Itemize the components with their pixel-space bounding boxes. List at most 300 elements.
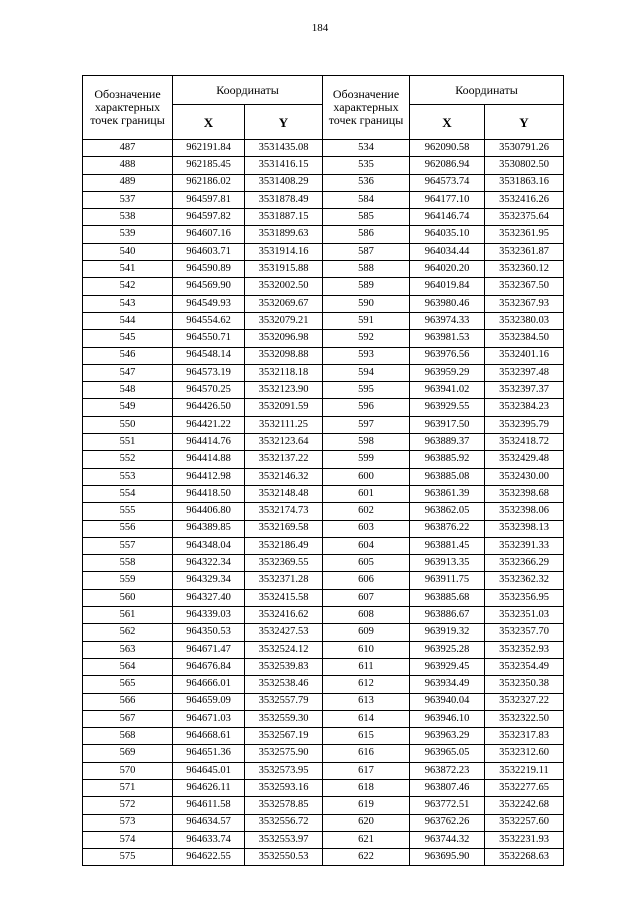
table-cell-y-value: 3532098.88 xyxy=(245,347,323,364)
table-cell-x-value: 964597.82 xyxy=(173,209,245,226)
table-cell-y-value: 3532538.46 xyxy=(245,676,323,693)
table-row xyxy=(83,468,564,485)
table-cell-x-value: 964671.03 xyxy=(173,710,245,727)
table-cell-point-id: 585 xyxy=(323,209,410,226)
table-row xyxy=(83,658,564,675)
table-cell-x-value: 964035.10 xyxy=(410,226,485,243)
table-cell-point-id: 540 xyxy=(83,243,173,260)
table-cell-x-value: 964573.19 xyxy=(173,364,245,381)
table-cell-point-id: 551 xyxy=(83,434,173,451)
table-row xyxy=(83,831,564,848)
table-cell-x-value: 963919.32 xyxy=(410,624,485,641)
table-cell-y-value: 3532401.16 xyxy=(485,347,564,364)
table-cell-x-value: 963807.46 xyxy=(410,779,485,796)
table-cell-y-value: 3532146.32 xyxy=(245,468,323,485)
table-row xyxy=(83,243,564,260)
table-cell-x-value: 963861.39 xyxy=(410,485,485,502)
table-row xyxy=(83,140,564,157)
table-cell-point-id: 620 xyxy=(323,814,410,831)
table-cell-y-value: 3532559.30 xyxy=(245,710,323,727)
table-cell-y-value: 3532524.12 xyxy=(245,641,323,658)
table-cell-point-id: 558 xyxy=(83,555,173,572)
page-number: 184 xyxy=(311,22,329,34)
table-cell-x-value: 962090.58 xyxy=(410,140,485,157)
table-cell-y-value: 3532398.06 xyxy=(485,503,564,520)
table-cell-x-value: 964406.80 xyxy=(173,503,245,520)
table-row xyxy=(83,710,564,727)
table-cell-y-value: 3532361.87 xyxy=(485,243,564,260)
table-cell-y-value: 3532384.23 xyxy=(485,399,564,416)
table-cell-y-value: 3532111.25 xyxy=(245,416,323,433)
table-cell-x-value: 963974.33 xyxy=(410,312,485,329)
table-row xyxy=(83,607,564,624)
table-cell-point-id: 599 xyxy=(323,451,410,468)
header-y-right: Y xyxy=(485,105,564,140)
table-cell-point-id: 542 xyxy=(83,278,173,295)
table-cell-y-value: 3532384.50 xyxy=(485,330,564,347)
table-cell-point-id: 565 xyxy=(83,676,173,693)
table-row xyxy=(83,261,564,278)
table-cell-x-value: 963876.22 xyxy=(410,520,485,537)
table-cell-x-value: 964414.88 xyxy=(173,451,245,468)
table-row xyxy=(83,330,564,347)
table-cell-y-value: 3532367.93 xyxy=(485,295,564,312)
table-cell-x-value: 964550.71 xyxy=(173,330,245,347)
table-cell-x-value: 963963.29 xyxy=(410,728,485,745)
table-cell-y-value: 3532578.85 xyxy=(245,797,323,814)
table-cell-point-id: 616 xyxy=(323,745,410,762)
table-cell-x-value: 963872.23 xyxy=(410,762,485,779)
table-cell-x-value: 964676.84 xyxy=(173,658,245,675)
table-cell-point-id: 570 xyxy=(83,762,173,779)
table-cell-y-value: 3532416.62 xyxy=(245,607,323,624)
table-cell-x-value: 964548.14 xyxy=(173,347,245,364)
table-cell-x-value: 963981.53 xyxy=(410,330,485,347)
table-cell-point-id: 567 xyxy=(83,710,173,727)
table-cell-point-id: 544 xyxy=(83,312,173,329)
table-row xyxy=(83,589,564,606)
table-cell-y-value: 3532148.48 xyxy=(245,485,323,502)
table-cell-x-value: 963913.35 xyxy=(410,555,485,572)
table-cell-y-value: 3531863.16 xyxy=(485,174,564,191)
table-cell-x-value: 964329.34 xyxy=(173,572,245,589)
coordinates-table xyxy=(82,75,564,866)
table-cell-point-id: 602 xyxy=(323,503,410,520)
table-cell-y-value: 3532430.00 xyxy=(485,468,564,485)
table-cell-y-value: 3532380.03 xyxy=(485,312,564,329)
table-cell-point-id: 569 xyxy=(83,745,173,762)
table-cell-x-value: 963772.51 xyxy=(410,797,485,814)
table-cell-x-value: 963889.37 xyxy=(410,434,485,451)
table-cell-x-value: 964626.11 xyxy=(173,779,245,796)
table-row xyxy=(83,364,564,381)
table-cell-y-value: 3532357.70 xyxy=(485,624,564,641)
table-row xyxy=(83,382,564,399)
table-cell-y-value: 3532079.21 xyxy=(245,312,323,329)
table-cell-x-value: 964622.55 xyxy=(173,849,245,866)
table-cell-point-id: 593 xyxy=(323,347,410,364)
table-cell-y-value: 3532351.03 xyxy=(485,607,564,624)
table-cell-y-value: 3531416.15 xyxy=(245,157,323,174)
table-cell-x-value: 963762.26 xyxy=(410,814,485,831)
table-row xyxy=(83,434,564,451)
table-cell-point-id: 595 xyxy=(323,382,410,399)
table-cell-x-value: 963862.05 xyxy=(410,503,485,520)
table-cell-point-id: 617 xyxy=(323,762,410,779)
table-cell-y-value: 3531435.08 xyxy=(245,140,323,157)
table-cell-x-value: 963976.56 xyxy=(410,347,485,364)
table-cell-y-value: 3532352.93 xyxy=(485,641,564,658)
table-cell-y-value: 3532327.22 xyxy=(485,693,564,710)
header-x-left: X xyxy=(173,105,245,140)
table-cell-y-value: 3532242.68 xyxy=(485,797,564,814)
table-cell-point-id: 552 xyxy=(83,451,173,468)
table-cell-x-value: 964426.50 xyxy=(173,399,245,416)
table-cell-point-id: 534 xyxy=(323,140,410,157)
table-cell-point-id: 603 xyxy=(323,520,410,537)
header-coords-left: Координаты xyxy=(173,76,323,105)
table-cell-y-value: 3532415.58 xyxy=(245,589,323,606)
table-cell-point-id: 590 xyxy=(323,295,410,312)
table-cell-point-id: 539 xyxy=(83,226,173,243)
table-cell-y-value: 3531408.29 xyxy=(245,174,323,191)
table-row xyxy=(83,572,564,589)
table-row xyxy=(83,745,564,762)
table-cell-y-value: 3532416.26 xyxy=(485,191,564,208)
table-cell-point-id: 597 xyxy=(323,416,410,433)
table-cell-point-id: 612 xyxy=(323,676,410,693)
table-cell-y-value: 3532096.98 xyxy=(245,330,323,347)
table-cell-y-value: 3532575.90 xyxy=(245,745,323,762)
table-cell-y-value: 3532186.49 xyxy=(245,537,323,554)
table-cell-point-id: 564 xyxy=(83,658,173,675)
table-cell-x-value: 963929.55 xyxy=(410,399,485,416)
table-cell-y-value: 3532371.28 xyxy=(245,572,323,589)
table-cell-point-id: 596 xyxy=(323,399,410,416)
table-cell-point-id: 573 xyxy=(83,814,173,831)
table-cell-x-value: 964590.89 xyxy=(173,261,245,278)
table-cell-x-value: 964668.61 xyxy=(173,728,245,745)
table-cell-x-value: 964633.74 xyxy=(173,831,245,848)
table-cell-y-value: 3532268.63 xyxy=(485,849,564,866)
table-cell-x-value: 964389.85 xyxy=(173,520,245,537)
table-cell-y-value: 3532118.18 xyxy=(245,364,323,381)
table-row xyxy=(83,728,564,745)
table-cell-x-value: 964177.10 xyxy=(410,191,485,208)
table-cell-point-id: 557 xyxy=(83,537,173,554)
table-cell-point-id: 538 xyxy=(83,209,173,226)
header-point-label-right: Обозначение характерных точек границы xyxy=(323,76,410,140)
table-cell-y-value: 3532553.97 xyxy=(245,831,323,848)
table-cell-x-value: 963885.08 xyxy=(410,468,485,485)
table-cell-x-value: 964634.57 xyxy=(173,814,245,831)
table-cell-point-id: 489 xyxy=(83,174,173,191)
table-row xyxy=(83,849,564,866)
table-cell-x-value: 964651.36 xyxy=(173,745,245,762)
table-cell-x-value: 964671.47 xyxy=(173,641,245,658)
table-cell-y-value: 3532366.29 xyxy=(485,555,564,572)
table-cell-point-id: 611 xyxy=(323,658,410,675)
table-cell-x-value: 962191.84 xyxy=(173,140,245,157)
table-cell-y-value: 3532557.79 xyxy=(245,693,323,710)
table-cell-point-id: 543 xyxy=(83,295,173,312)
table-cell-x-value: 963959.29 xyxy=(410,364,485,381)
table-cell-y-value: 3532429.48 xyxy=(485,451,564,468)
table-row xyxy=(83,537,564,554)
table-cell-point-id: 609 xyxy=(323,624,410,641)
table-row xyxy=(83,451,564,468)
table-cell-point-id: 588 xyxy=(323,261,410,278)
table-cell-point-id: 586 xyxy=(323,226,410,243)
table-cell-y-value: 3531878.49 xyxy=(245,191,323,208)
table-cell-point-id: 571 xyxy=(83,779,173,796)
table-cell-point-id: 621 xyxy=(323,831,410,848)
table-row xyxy=(83,520,564,537)
table-cell-point-id: 622 xyxy=(323,849,410,866)
table-cell-x-value: 964019.84 xyxy=(410,278,485,295)
table-cell-point-id: 587 xyxy=(323,243,410,260)
table-cell-point-id: 541 xyxy=(83,261,173,278)
table-cell-x-value: 964603.71 xyxy=(173,243,245,260)
table-cell-y-value: 3532369.55 xyxy=(245,555,323,572)
table-cell-x-value: 964327.40 xyxy=(173,589,245,606)
table-cell-point-id: 600 xyxy=(323,468,410,485)
table-cell-x-value: 963911.75 xyxy=(410,572,485,589)
table-cell-x-value: 963940.04 xyxy=(410,693,485,710)
table-cell-y-value: 3531887.15 xyxy=(245,209,323,226)
table-cell-point-id: 610 xyxy=(323,641,410,658)
table-cell-y-value: 3532556.72 xyxy=(245,814,323,831)
table-cell-point-id: 537 xyxy=(83,191,173,208)
table-row xyxy=(83,624,564,641)
table-cell-point-id: 548 xyxy=(83,382,173,399)
table-cell-point-id: 487 xyxy=(83,140,173,157)
table-cell-x-value: 963980.46 xyxy=(410,295,485,312)
table-cell-x-value: 963886.67 xyxy=(410,607,485,624)
table-cell-x-value: 963934.49 xyxy=(410,676,485,693)
table-cell-x-value: 964666.01 xyxy=(173,676,245,693)
table-cell-x-value: 963925.28 xyxy=(410,641,485,658)
table-row xyxy=(83,693,564,710)
table-cell-x-value: 962086.94 xyxy=(410,157,485,174)
table-cell-x-value: 964414.76 xyxy=(173,434,245,451)
table-cell-point-id: 605 xyxy=(323,555,410,572)
table-cell-point-id: 535 xyxy=(323,157,410,174)
table-cell-x-value: 964549.93 xyxy=(173,295,245,312)
table-cell-y-value: 3531899.63 xyxy=(245,226,323,243)
table-cell-x-value: 963917.50 xyxy=(410,416,485,433)
table-cell-point-id: 574 xyxy=(83,831,173,848)
table-cell-x-value: 964339.03 xyxy=(173,607,245,624)
table-cell-x-value: 964659.09 xyxy=(173,693,245,710)
table-cell-y-value: 3532397.48 xyxy=(485,364,564,381)
table-cell-x-value: 963965.05 xyxy=(410,745,485,762)
table-cell-y-value: 3532354.49 xyxy=(485,658,564,675)
table-cell-y-value: 3532123.64 xyxy=(245,434,323,451)
table-row xyxy=(83,485,564,502)
table-cell-y-value: 3532277.65 xyxy=(485,779,564,796)
table-cell-x-value: 963941.02 xyxy=(410,382,485,399)
table-row xyxy=(83,174,564,191)
table-cell-point-id: 604 xyxy=(323,537,410,554)
table-cell-point-id: 592 xyxy=(323,330,410,347)
table-cell-x-value: 963881.45 xyxy=(410,537,485,554)
table-cell-y-value: 3532539.83 xyxy=(245,658,323,675)
table-cell-point-id: 561 xyxy=(83,607,173,624)
table-cell-y-value: 3532350.38 xyxy=(485,676,564,693)
table-cell-x-value: 964573.74 xyxy=(410,174,485,191)
table-cell-point-id: 584 xyxy=(323,191,410,208)
table-cell-point-id: 555 xyxy=(83,503,173,520)
table-cell-y-value: 3532002.50 xyxy=(245,278,323,295)
table-cell-point-id: 546 xyxy=(83,347,173,364)
table-cell-point-id: 553 xyxy=(83,468,173,485)
table-cell-point-id: 572 xyxy=(83,797,173,814)
table-row xyxy=(83,814,564,831)
table-cell-point-id: 536 xyxy=(323,174,410,191)
table-cell-y-value: 3532091.59 xyxy=(245,399,323,416)
table-cell-point-id: 549 xyxy=(83,399,173,416)
table-cell-x-value: 964569.90 xyxy=(173,278,245,295)
table-cell-x-value: 964350.53 xyxy=(173,624,245,641)
table-cell-point-id: 560 xyxy=(83,589,173,606)
table-cell-point-id: 607 xyxy=(323,589,410,606)
table-cell-x-value: 963744.32 xyxy=(410,831,485,848)
table-cell-x-value: 963885.92 xyxy=(410,451,485,468)
table-row xyxy=(83,157,564,174)
header-x-right: X xyxy=(410,105,485,140)
table-row xyxy=(83,209,564,226)
table-cell-y-value: 3532375.64 xyxy=(485,209,564,226)
table-cell-point-id: 547 xyxy=(83,364,173,381)
table-row xyxy=(83,779,564,796)
table-cell-y-value: 3532567.19 xyxy=(245,728,323,745)
table-cell-y-value: 3532317.83 xyxy=(485,728,564,745)
table-row xyxy=(83,762,564,779)
table-cell-x-value: 962186.02 xyxy=(173,174,245,191)
table-cell-point-id: 618 xyxy=(323,779,410,796)
table-cell-y-value: 3532360.12 xyxy=(485,261,564,278)
table-cell-x-value: 964348.04 xyxy=(173,537,245,554)
table-cell-y-value: 3532593.16 xyxy=(245,779,323,796)
table-row xyxy=(83,191,564,208)
table-row xyxy=(83,797,564,814)
table-body xyxy=(83,140,564,866)
table-cell-y-value: 3532398.13 xyxy=(485,520,564,537)
table-cell-x-value: 963946.10 xyxy=(410,710,485,727)
table-row xyxy=(83,312,564,329)
table-cell-y-value: 3532398.68 xyxy=(485,485,564,502)
table-row xyxy=(83,641,564,658)
table-row xyxy=(83,416,564,433)
table-cell-point-id: 488 xyxy=(83,157,173,174)
table-cell-y-value: 3532397.37 xyxy=(485,382,564,399)
table-cell-x-value: 962185.45 xyxy=(173,157,245,174)
table-cell-y-value: 3532418.72 xyxy=(485,434,564,451)
table-cell-point-id: 554 xyxy=(83,485,173,502)
table-row xyxy=(83,399,564,416)
table-cell-x-value: 964322.34 xyxy=(173,555,245,572)
table-cell-y-value: 3532312.60 xyxy=(485,745,564,762)
table-cell-x-value: 964421.22 xyxy=(173,416,245,433)
table-row xyxy=(83,503,564,520)
table-cell-point-id: 619 xyxy=(323,797,410,814)
table-cell-point-id: 545 xyxy=(83,330,173,347)
table-cell-point-id: 608 xyxy=(323,607,410,624)
table-cell-y-value: 3532367.50 xyxy=(485,278,564,295)
header-point-label-left: Обозначение характерных точек границы xyxy=(83,76,173,140)
table-cell-point-id: 591 xyxy=(323,312,410,329)
table-cell-y-value: 3532137.22 xyxy=(245,451,323,468)
table-cell-y-value: 3532550.53 xyxy=(245,849,323,866)
table-cell-y-value: 3532257.60 xyxy=(485,814,564,831)
table-row xyxy=(83,278,564,295)
table-row xyxy=(83,555,564,572)
table-cell-point-id: 566 xyxy=(83,693,173,710)
table-cell-x-value: 964418.50 xyxy=(173,485,245,502)
table-cell-y-value: 3532573.95 xyxy=(245,762,323,779)
table-cell-y-value: 3532322.50 xyxy=(485,710,564,727)
table-cell-x-value: 964607.16 xyxy=(173,226,245,243)
table-cell-x-value: 963885.68 xyxy=(410,589,485,606)
table-cell-point-id: 559 xyxy=(83,572,173,589)
table-cell-point-id: 575 xyxy=(83,849,173,866)
table-cell-y-value: 3532391.33 xyxy=(485,537,564,554)
table-cell-point-id: 589 xyxy=(323,278,410,295)
table-cell-x-value: 963695.90 xyxy=(410,849,485,866)
table-cell-y-value: 3532123.90 xyxy=(245,382,323,399)
table-cell-x-value: 964554.62 xyxy=(173,312,245,329)
table-cell-x-value: 964034.44 xyxy=(410,243,485,260)
table-cell-x-value: 964570.25 xyxy=(173,382,245,399)
table-cell-y-value: 3532069.67 xyxy=(245,295,323,312)
table-cell-y-value: 3530791.26 xyxy=(485,140,564,157)
table-cell-point-id: 601 xyxy=(323,485,410,502)
table-cell-y-value: 3531915.88 xyxy=(245,261,323,278)
table-cell-y-value: 3532219.11 xyxy=(485,762,564,779)
table-row xyxy=(83,347,564,364)
table-cell-x-value: 964611.58 xyxy=(173,797,245,814)
table-cell-x-value: 964645.01 xyxy=(173,762,245,779)
table-cell-point-id: 563 xyxy=(83,641,173,658)
table-cell-point-id: 550 xyxy=(83,416,173,433)
table-cell-y-value: 3532361.95 xyxy=(485,226,564,243)
table-cell-point-id: 562 xyxy=(83,624,173,641)
table-cell-y-value: 3532362.32 xyxy=(485,572,564,589)
table-cell-point-id: 594 xyxy=(323,364,410,381)
table-cell-y-value: 3531914.16 xyxy=(245,243,323,260)
table-cell-y-value: 3530802.50 xyxy=(485,157,564,174)
table-cell-x-value: 964146.74 xyxy=(410,209,485,226)
table-cell-point-id: 613 xyxy=(323,693,410,710)
header-coords-right: Координаты xyxy=(410,76,564,105)
table-cell-y-value: 3532231.93 xyxy=(485,831,564,848)
table-cell-y-value: 3532395.79 xyxy=(485,416,564,433)
table-cell-x-value: 963929.45 xyxy=(410,658,485,675)
table-cell-y-value: 3532427.53 xyxy=(245,624,323,641)
header-y-left: Y xyxy=(245,105,323,140)
table-row xyxy=(83,226,564,243)
table-cell-point-id: 615 xyxy=(323,728,410,745)
table-cell-point-id: 606 xyxy=(323,572,410,589)
table-cell-point-id: 614 xyxy=(323,710,410,727)
table-row xyxy=(83,295,564,312)
table-row xyxy=(83,676,564,693)
table-cell-point-id: 568 xyxy=(83,728,173,745)
table-cell-y-value: 3532169.58 xyxy=(245,520,323,537)
table-cell-x-value: 964412.98 xyxy=(173,468,245,485)
table-cell-y-value: 3532356.95 xyxy=(485,589,564,606)
